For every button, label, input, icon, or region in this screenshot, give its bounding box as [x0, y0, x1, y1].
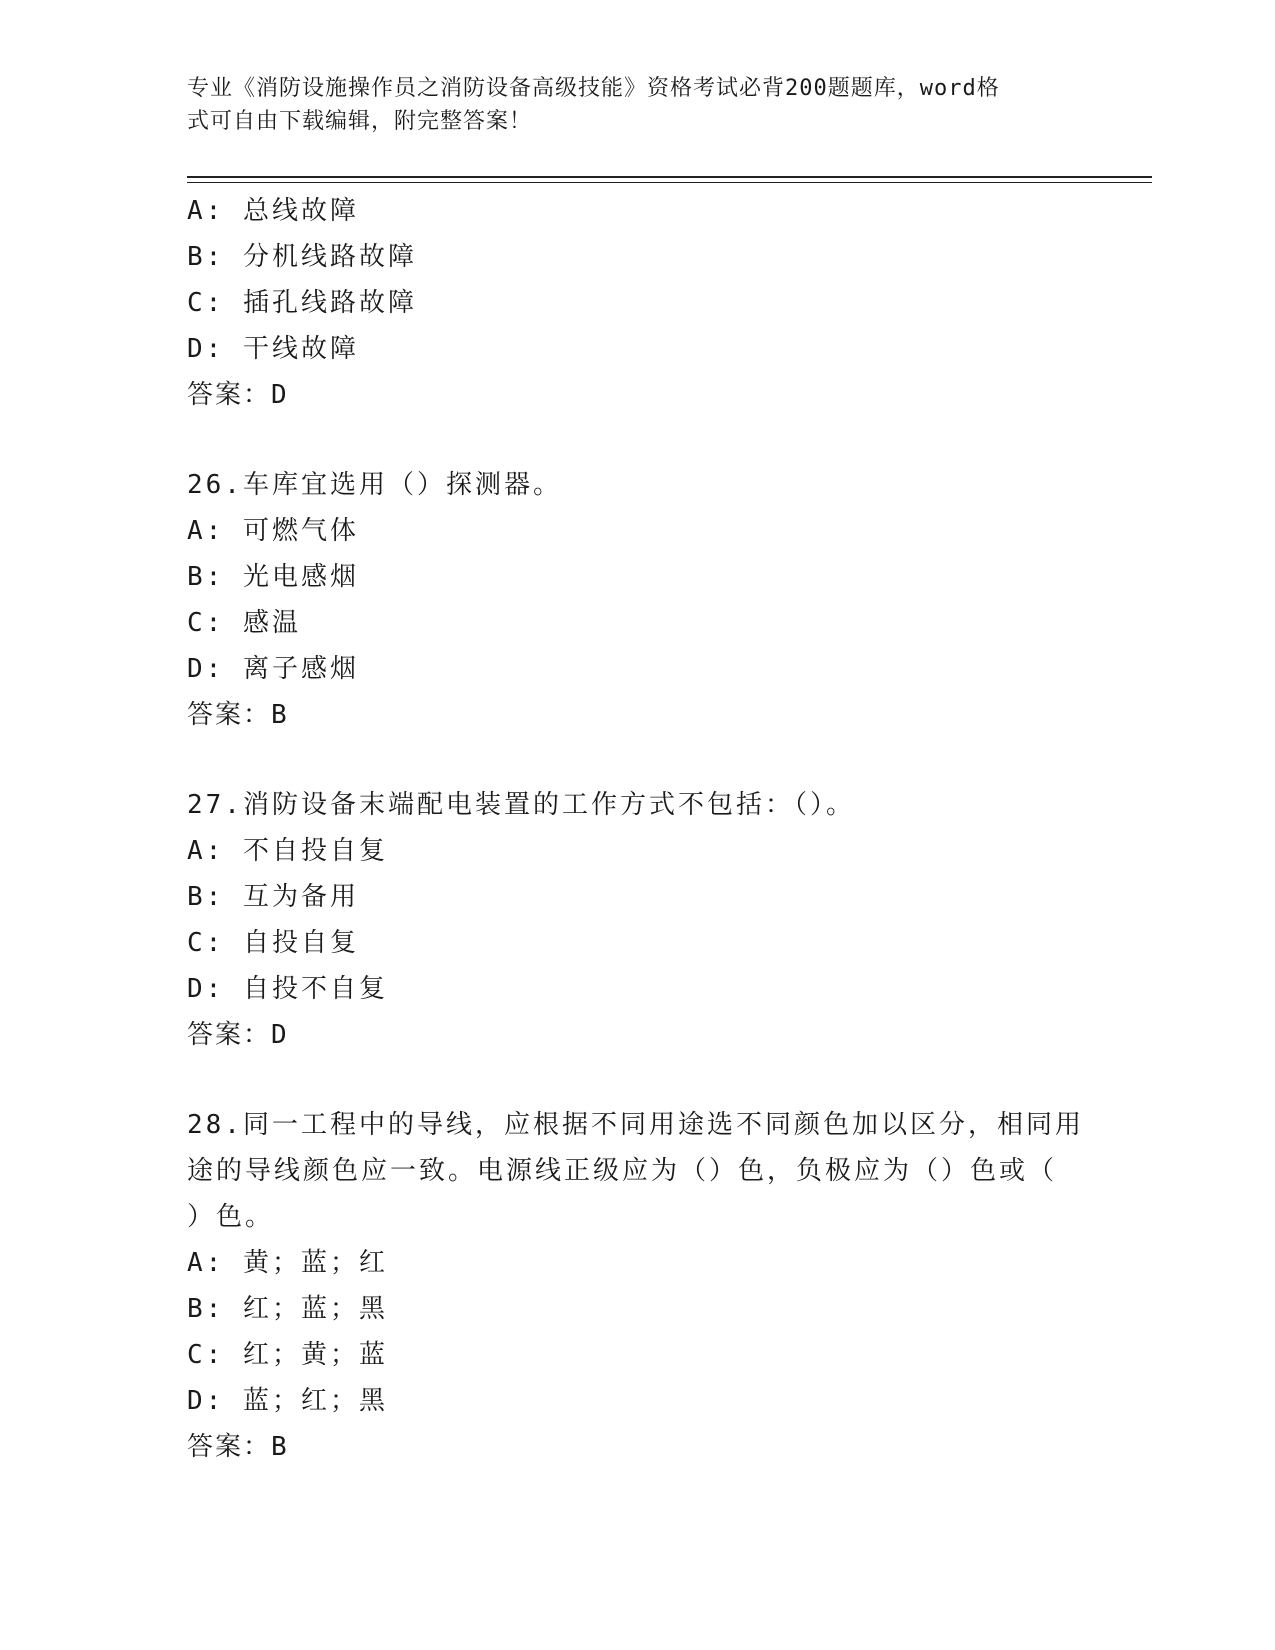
option-a: A: 总线故障	[187, 196, 359, 226]
option-d: D: 离子感烟	[187, 654, 359, 684]
option-a: A: 可燃气体	[187, 516, 359, 546]
option-c: C: 插孔线路故障	[187, 288, 417, 318]
header-divider-thick	[187, 176, 1152, 178]
question-26	[187, 462, 1087, 738]
option-b: B: 分机线路故障	[187, 242, 417, 272]
option-b: B: 光电感烟	[187, 562, 359, 592]
document-header	[187, 72, 1067, 138]
question-text-line-1: 28.同一工程中的导线，应根据不同用途选不同颜色加以区分，相同用	[187, 1110, 1084, 1140]
option-d: D: 自投不自复	[187, 974, 388, 1004]
answer-text: 答案：B	[187, 700, 289, 730]
question-text-line-3: ）色。	[187, 1202, 275, 1232]
question-list	[187, 188, 1087, 1470]
question-28	[187, 1102, 1087, 1470]
option-b: B: 红；蓝；黑	[187, 1294, 388, 1324]
header-line-1: 专业《消防设施操作员之消防设备高级技能》资格考试必背200题题库，word格	[187, 76, 1000, 101]
answer-text: 答案：D	[187, 380, 289, 410]
header-line-2: 式可自由下载编辑，附完整答案！	[187, 109, 533, 134]
option-d: D: 蓝；红；黑	[187, 1386, 388, 1416]
option-c: C: 感温	[187, 608, 301, 638]
option-c: C: 自投自复	[187, 928, 359, 958]
header-divider-thin	[187, 182, 1152, 183]
option-c: C: 红；黄；蓝	[187, 1340, 388, 1370]
question-25	[187, 188, 1087, 418]
question-27	[187, 782, 1087, 1058]
option-a: A: 不自投自复	[187, 836, 388, 866]
question-text: 26.车库宜选用（）探测器。	[187, 470, 562, 500]
question-text: 27.消防设备末端配电装置的工作方式不包括：（）。	[187, 790, 855, 820]
option-a: A: 黄；蓝；红	[187, 1248, 388, 1278]
option-b: B: 互为备用	[187, 882, 359, 912]
option-d: D: 干线故障	[187, 334, 359, 364]
question-text-line-2: 途的导线颜色应一致。电源线正级应为（）色，负极应为（）色或（	[187, 1156, 1058, 1186]
answer-text: 答案：D	[187, 1020, 289, 1050]
answer-text: 答案：B	[187, 1432, 289, 1462]
